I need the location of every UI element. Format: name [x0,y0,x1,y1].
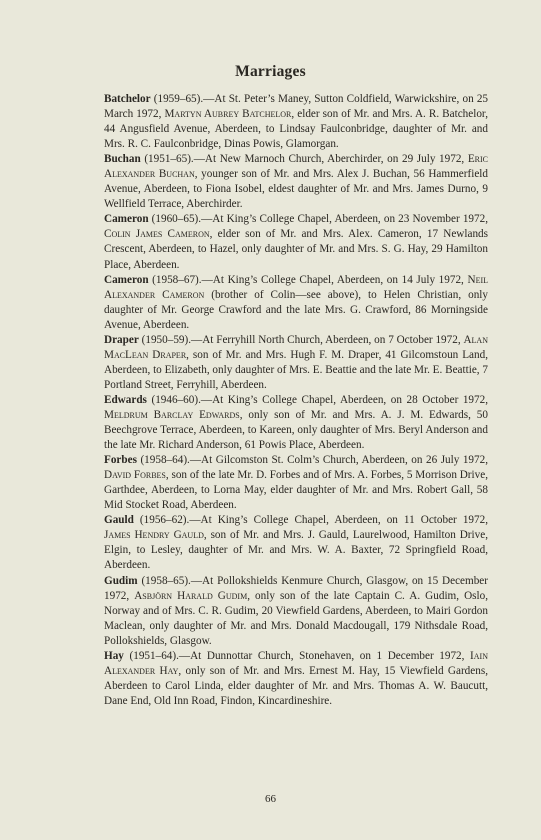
entry-surname: Hay [104,649,124,662]
marriage-entry [104,574,488,649]
entry-surname: Draper [104,333,139,346]
entry-years: (1958–67). [152,273,202,286]
entry-ceremony: —At New Marnoch Church, Aberchirder, on 29 July 1972, [193,153,468,166]
entry-surname: Cameron [104,273,149,286]
entry-surname: Forbes [104,454,137,467]
entry-details: , only son of Mr. and Mrs. A. J. M. Edwards, 50 Beechgrove Terrace, Aberdeen, to Kareen, only daughter of Mrs. Beryl Anderson and the late Mr. Richard Anderson, 61 Powis Place, Aberdeen. [104,408,488,452]
entry-details: , elder son of Mr. and Mrs. A. R. Batchelor, 44 Angusfield Avenue, Aberdeen, to Lindsay Faulconbridge, daughter of Mr. and Mrs. R. C. Faulconbridge, Dinas Powis, Glamorgan. [104,108,489,151]
marriage-entry [104,649,488,709]
entry-surname: Gudim [104,574,138,587]
entry-ceremony: —At King’s College Chapel, Aberdeen, on 23 November 1972, [201,213,488,226]
entry-years: (1959–65). [153,93,204,105]
marriage-entry [104,212,488,272]
entry-groom: Eric Alexander Buchan [104,153,489,181]
entry-years: (1960–65). [151,213,202,226]
entry-details: , son of Mr. and Mrs. J. Gauld, Laurelwood, Hamilton Drive, Elgin, to Lesley, daughter of Mr. and Mrs. W. A. Baxter, 72 Springfield Road, Aberdeen. [104,529,488,572]
entry-groom: Alan MacLean Draper [104,333,488,361]
entry-ceremony: —At King’s College Chapel, Aberdeen, on 11 October 1972, [189,514,488,527]
entry-details: (brother of Colin—see above), to Helen Christian, only daughter of Mr. George Crawford and the late Mrs. G. Crawford, 86 Morningside Avenue, Aberdeen. [104,288,488,331]
marriage-entry [104,513,488,573]
entry-details: , only son of Mr. and Mrs. Ernest M. Hay, 15 Viewfield Gardens, Aberdeen to Carol Linda, elder daughter of Mr. and Mrs. Thomas A. W. Baucutt, Dane End, Old Inn Road, Findon, Kincardineshire. [104,664,488,707]
marriage-entry [104,92,488,152]
marriage-entries [104,92,488,709]
entry-ceremony: —At King’s College Chapel, Aberdeen, on 28 October 1972, [200,393,489,406]
entry-surname: Buchan [104,153,141,166]
entry-groom: Meldrum Barclay Edwards [104,408,240,421]
entry-years: (1958–64). [140,454,190,467]
entry-years: (1958–65). [141,574,191,587]
entry-surname: Gauld [104,514,134,527]
entry-details: , son of the late Mr. D. Forbes and of Mrs. A. Forbes, 5 Morrison Drive, Garthdee, Aberdeen, to Lorna May, elder daughter of Mr. and Mrs. Robert Gall, 58 Mid Stocket Road, Aberdeen. [104,469,488,512]
entry-ceremony: —At Ferryhill North Church, Aberdeen, on 7 October 1972, [191,333,464,346]
entry-groom: David Forbes [104,469,166,482]
entry-details: , elder son of Mr. and Mrs. Alex. Cameron, 17 Newlands Crescent, Aberdeen, to Hazel, only daughter of Mr. and Mrs. S. G. Hay, 29 Hamilton Place, Aberdeen. [104,228,488,271]
entry-years: (1950–59). [141,333,192,346]
entry-groom: James Hendry Gauld [104,529,204,542]
entry-details: , only son of the late Captain C. A. Gudim, Oslo, Norway and of Mrs. C. R. Gudim, 20 Viewfield Gardens, Aberdeen, to Mairi Gordon Maclean, only daughter of Mr. and Mrs. Donald Macdougall, 179 Nithsdale Road, Pollokshields, Glasgow. [104,589,489,647]
entry-groom: Asbjörn Harald Gudim [134,589,248,602]
marriage-entry [104,333,488,393]
entry-ceremony: —At Dunnottar Church, Stonehaven, on 1 December 1972, [178,649,471,662]
entry-groom: Martyn Aubrey Batchelor [164,108,292,121]
entry-details: , younger son of Mr. and Mrs. Alex J. Buchan, 56 Hammerfield Avenue, Aberdeen, to Fiona Isobel, eldest daughter of Mr. and Mrs. James Durno, 9 Wellfield Terrace, Aberchirder. [104,168,488,211]
entry-ceremony: —At Gilcomston St. Colm’s Church, Aberdeen, on 26 July 1972, [189,454,489,467]
entry-years: (1956–62). [139,514,190,527]
page-heading: Marriages [235,63,306,80]
entry-years: (1946–60). [151,393,201,406]
entry-groom: Iain Alexander Hay [104,649,488,677]
entry-groom: Colin James Cameron [104,228,210,241]
marriage-entry [104,152,488,212]
entry-ceremony: —At King’s College Chapel, Aberdeen, on 14 July 1972, [201,273,468,286]
marriage-entry [104,273,488,333]
entry-ceremony: —At Pollokshields Kenmure Church, Glasgow, on 15 December 1972, [104,574,488,602]
entry-groom: Neil Alexander Cameron [104,273,489,301]
entry-ceremony: —At St. Peter’s Maney, Sutton Coldfield, Warwickshire, on 25 March 1972, [104,93,489,121]
entry-details: , son of Mr. and Mrs. Hugh F. M. Draper, 41 Gilcomstoun Land, Aberdeen, to Elizabeth, only daughter of Mrs. E. Beattie and the late Mr. E. Beattie, 7 Portland Street, Ferryhill, Aberdeen. [104,348,488,391]
entry-years: (1951–65). [144,153,194,166]
entry-years: (1951–64). [129,649,179,662]
page-number: 66 [265,793,276,805]
entry-surname: Batchelor [104,93,151,105]
entry-surname: Edwards [104,393,147,406]
marriage-entry [104,393,488,453]
entry-surname: Cameron [104,213,149,226]
marriage-entry [104,453,488,513]
